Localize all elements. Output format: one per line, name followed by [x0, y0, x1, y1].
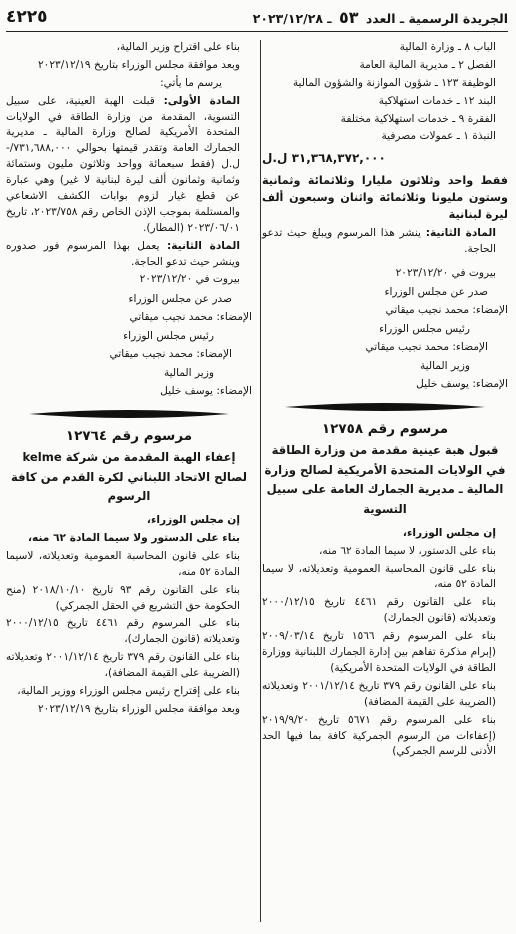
issued-by: صدر عن مجلس الوزراء: [384, 286, 488, 299]
signature-pm-2: الإمضاء: محمد نجيب ميقاتي: [109, 348, 232, 361]
intro-line: بناء على اقتراح وزير المالية،: [116, 41, 240, 53]
budget-line: الوظيفة ١٢٣ ـ شؤون الموازنة والشؤون المالية: [292, 76, 496, 89]
article-2: [6, 239, 252, 271]
signature-pm-2: الإمضاء: محمد نجيب ميقاتي: [365, 341, 488, 354]
right-column: [262, 40, 508, 762]
header-rule: [6, 31, 508, 32]
signature-pm: الإمضاء: محمد نجيب ميقاتي: [385, 304, 508, 317]
budget-line: النبذة ١ ـ عمولات مصرفية: [381, 130, 496, 143]
finance-minister-title: وزير المالية: [419, 359, 470, 372]
budget-line: الفقرة ٩ ـ خدمات استهلاكية مختلفة: [340, 112, 496, 125]
preamble-line: بناء على القانون رقم ٣٧٩ تاريخ ٢٠٠١/١٢/١٤ وتعديلاته (الضريبة على القيمة المضافة): [262, 679, 496, 708]
finance-minister-title: وزير المالية: [163, 366, 214, 379]
column-divider: [260, 40, 261, 922]
decree-title: مرسوم رقم ١٢٧٦٤: [65, 427, 193, 444]
decree-subject: إعفاء الهبة المقدمة من شركة kelme لصالح الاتحاد اللبناني لكرة القدم من كافة الرسوم: [11, 449, 247, 504]
preamble-line: بناء على قانون المحاسبة العمومية وتعديلاته، لا سيما المادة ٥٢ منه،: [262, 562, 496, 591]
signature-finance: الإمضاء: يوسف خليل: [416, 377, 508, 390]
article-2-text: ينشر هذا المرسوم ويبلغ حيث تدعو الحاجة.: [262, 226, 496, 255]
article-1-label: المادة الأولى:: [163, 94, 241, 107]
signature-pm: الإمضاء: محمد نجيب ميقاتي: [129, 311, 252, 324]
preamble-line: بناء على المرسوم رقم ٥٦٧١ تاريخ ٢٠١٩/٩/٢٠ (إعفاءات من الرسوم الجمركية كافة بما فيها الحد الأدنى للرسم الجمركي): [262, 713, 496, 758]
article-2: [262, 226, 508, 258]
gazette-title: [253, 6, 508, 30]
issue-number: ٥٣: [338, 8, 359, 27]
decree-subject: قبول هبة عينية مقدمة من وزارة الطاقة في الولايات المتحدة الأمريكية لصالح وزارة المالية ـ مديرية الجمارك العامة على سبيل التسوية: [264, 443, 506, 517]
decree-title: مرسوم رقم ١٢٧٥٨: [321, 420, 449, 437]
preamble-line: بناء على القانون رقم ٤٤٦١ تاريخ ٢٠٠٠/١٢/١٥ وتعديلاته (قانون الجمارك): [262, 596, 496, 625]
preamble-bold-line: بناء على الدستور ولا سيما المادة ٦٢ منه،: [28, 531, 240, 544]
issued-by: صدر عن مجلس الوزراء: [128, 293, 232, 306]
issue-date: ـ ٢٠٢٣/١٢/٢٨: [252, 11, 332, 26]
preamble-line: بناء على القانون رقم ٣٧٩ تاريخ ٢٠٠١/١٢/١٤ وتعديلاته (الضريبة على القيمة المضافة)،: [6, 651, 240, 680]
budget-line: الفصل ٢ ـ مديرية المالية العامة: [359, 58, 496, 71]
article-2-label: المادة الثانية:: [425, 226, 496, 239]
pm-title: رئيس مجلس الوزراء: [123, 330, 214, 343]
place-date: بيروت في ٢٠٢٣/١٢/٢٠: [139, 273, 240, 286]
preamble-head: إن مجلس الوزراء،: [402, 526, 496, 539]
preamble-line: بناء على المرسوم رقم ١٥٦٦ تاريخ ٢٠٠٩/٠٣/١٤ (إبرام مذكرة تفاهم بين إدارة الجمارك اللبنانية ووزارة الطاقة في الولايات المتحدة الأمريكية): [262, 630, 496, 674]
section-ornament: [6, 408, 252, 420]
article-1-text: قبلت الهبة العينية، على سبيل التسوية، المقدمة من وزارة الطاقة في الولايات المتحدة الأمريكية لصالح وزارة المالية ـ مديرية الجمارك العامة وتقدر قيمتها بحوالي ٧٣١,٦٨٨,٠٠٠/- ل.ل (فقط سبعمائة وواحد وثلاثون مليون وستمائة وثمانية وثمانون ألف ليرة لبنانية لا غير) وهي عبارة عن قطع غيار لزوم بوابات الكشف الاشعاعي والمستلمة بموجب الإذن الخاص رقم ٢٠٢٣/٧٥٨، تاريخ ٢٠٢٣/٠٦/٠١ (المطار).: [6, 94, 240, 234]
left-column: [6, 40, 252, 720]
pm-title: رئيس مجلس الوزراء: [379, 323, 470, 336]
preamble-head: إن مجلس الوزراء،: [146, 514, 240, 527]
preamble-line: بناء على إقتراح رئيس مجلس الوزراء ووزير المالية،: [17, 684, 240, 697]
budget-line: البند ١٢ ـ خدمات استهلاكية: [378, 94, 496, 107]
amount-words: فقط واحد وثلاثون مليارا وثلاثمائة وثمانية وستون مليونا وثلاثمائة واثنان وسبعون ألف ليرة لبنانية: [262, 174, 508, 221]
article-1: [6, 94, 252, 237]
amount-figure: ٣١,٣٦٨,٣٧٢,٠٠٠ ل.ل: [262, 151, 386, 166]
decrees-line: يرسم ما يأتي:: [160, 76, 222, 89]
preamble-line: بناء على قانون المحاسبة العمومية وتعديلاته، لاسيما المادة ٥٢ منه،: [6, 549, 240, 578]
place-date: بيروت في ٢٠٢٣/١٢/٢٠: [395, 266, 496, 279]
article-2-label: المادة الثانية:: [166, 239, 240, 252]
preamble-line: وبعد موافقة مجلس الوزراء بتاريخ ٢٠٢٣/١٢/١٩: [37, 702, 240, 715]
page-number: ٤٢٢٥: [6, 7, 48, 28]
article-2-text: يعمل بهذا المرسوم فور صدوره وينشر حيث تدعو الحاجة.: [6, 239, 240, 268]
preamble-line: بناء على الدستور، لا سيما المادة ٦٢ منه،: [318, 544, 496, 557]
preamble-line: بناء على القانون رقم ٩٣ تاريخ ٢٠١٨/١٠/١٠ (منح الحكومة حق التشريع في الحقل الجمركي): [6, 583, 240, 612]
page-header: [6, 6, 508, 30]
budget-line: الباب ٨ ـ وزارة المالية: [399, 41, 496, 53]
gazette-name: الجريدة الرسمية ـ العدد: [365, 11, 508, 26]
preamble-line: بناء على المرسوم رقم ٤٤٦١ تاريخ ٢٠٠٠/١٢/١٥ وتعديلاته (قانون الجمارك)،: [6, 617, 240, 646]
intro-line: وبعد موافقة مجلس الوزراء بتاريخ ٢٠٢٣/١٢/١٩: [37, 58, 240, 71]
section-ornament: [262, 401, 508, 413]
signature-finance: الإمضاء: يوسف خليل: [160, 384, 252, 397]
